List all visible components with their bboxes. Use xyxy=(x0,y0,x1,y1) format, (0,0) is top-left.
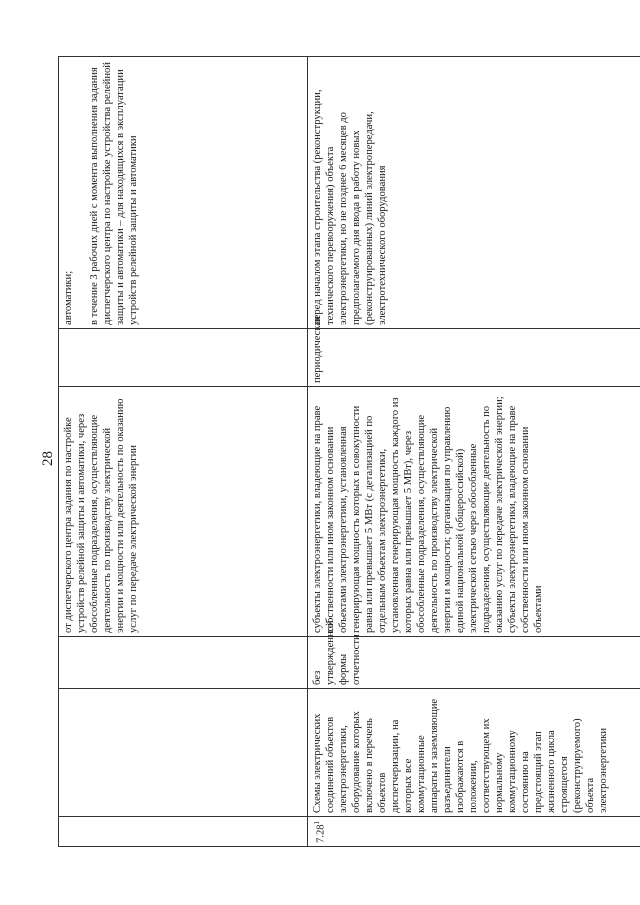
reporting-subjects: субъекты электроэнергетики, владеющие на праве собственности или ином законном основании объектами электроэнергетики, установленная генерирующая мощность которых в совокупности равна или превышает 5 МВт (с детализацией по отдельным объектам электроэнергетики, установленная генерирующая мощность каждого из которых равна или превышает 5 МВт), через обособленные подразделения, осуществляющие деятельность по производству электрической энергии и мощности; организация по управлению единой национальной (общероссийской) электрической сетью через обособленные подразделения, осуществляющие деятельность по оказанию услуг по передаче электрической энергии; субъекты электроэнергетики, владеющие на праве собственности или ином законном основании объектами xyxy=(308,387,640,637)
deadline xyxy=(59,57,308,329)
deadline-part-2: в течение 3 рабочих дней с момента выполнения задания диспетчерского центра по настройке устройства релейной защиты и автоматики – для находящихся в эксплуатации устройств релейной защиты и автоматики xyxy=(89,62,139,325)
table-row xyxy=(308,57,640,847)
rotated-table-container xyxy=(58,57,640,847)
row-number: 7.28$^1$ xyxy=(308,817,640,847)
deadline-part-1: автоматики; xyxy=(63,270,74,325)
periodicity xyxy=(59,329,308,387)
page-number: 28 xyxy=(40,451,56,466)
reporting-subjects: от диспетчерского центра задания по настройке устройств релейной защиты и автоматики, через обособленные подразделения, осуществляющие деятельность по производству электрической энергии и мощности или деятельность по оказанию услуг по передаче электрической энергии xyxy=(59,387,308,637)
row-number xyxy=(59,817,308,847)
report-form: без утвержденной формы отчетности xyxy=(308,637,640,689)
reporting-table xyxy=(58,56,640,847)
report-name: Схемы электрических соединений объектов электроэнергетики, оборудование которых включено в перечень объектов диспетчеризации, на которых все коммутационные аппараты и заземляющие разъединители изображаются в положении, соответствующем их нормальному коммутационному состоянию на предстоящий этап жизненного цикла строящегося (реконструируемого) объекта электроэнергетики xyxy=(308,689,640,817)
table-row xyxy=(59,57,308,847)
deadline-part-1: перед началом этапа строительства (реконструкции, технического перевооружения) объекта электроэнергетики, но не позднее 6 месяцев до предполагаемого дня ввода в работу новых (реконструированных) линий электропередачи, электротехнического оборудования xyxy=(312,89,388,325)
periodicity: периодическая xyxy=(308,329,640,387)
report-name xyxy=(59,689,308,817)
deadline xyxy=(308,57,640,329)
report-form xyxy=(59,637,308,689)
